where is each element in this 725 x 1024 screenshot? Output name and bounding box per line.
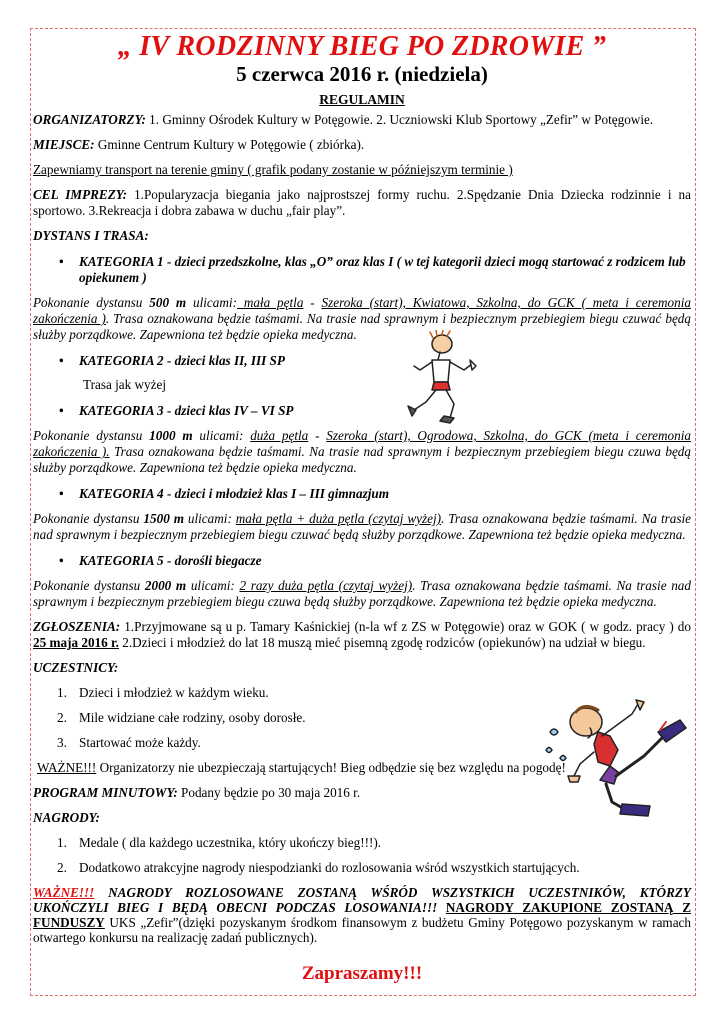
prizes-heading: NAGRODY:	[33, 810, 100, 825]
list-item: 2. Mile widziane całe rodziny, osoby dorosłe.	[57, 710, 306, 725]
list-item: 1. Dzieci i młodzież w każdym wieku.	[57, 685, 269, 700]
category-5-heading: • KATEGORIA 5 - dorośli biegacze	[59, 553, 262, 568]
category-4-heading: • KATEGORIA 4 - dzieci i młodzież klas I – III gimnazjum	[59, 486, 389, 501]
category-5-description: Pokonanie dystansu 2000 m ulicami: 2 razy duża pętla (czytaj wyżej). Trasa oznakowana będzie taśmami. Na trasie nad sprawnym i bezpiecznym przebiegiem biegu czuwa będą służby porządkowe. Zapewniona też będzie opieka medyczna.	[33, 578, 691, 609]
place-paragraph: MIEJSCE: Gminne Centrum Kultury w Potęgowie ( zbiórka).	[33, 137, 365, 152]
exhausted-runner-illustration	[540, 692, 700, 822]
category-2-note: Trasa jak wyżej	[83, 377, 167, 392]
runner-illustration	[402, 330, 492, 425]
regulamin-heading: REGULAMIN	[319, 92, 405, 107]
category-3-heading: • KATEGORIA 3 - dzieci klas IV – VI SP	[59, 403, 294, 418]
insurance-warning: WAŻNE!!! Organizatorzy nie ubezpieczają startujących! Bieg odbędzie się bez względu na pogodę!	[37, 760, 566, 775]
event-date: 5 czerwca 2016 r. (niedziela)	[236, 62, 488, 86]
distance-heading: DYSTANS I TRASA:	[33, 228, 149, 243]
category-4-description: Pokonanie dystansu 1500 m ulicami: mała pętla + duża pętla (czytaj wyżej). Trasa oznakowana będzie taśmami. Na trasie nad sprawnym i bezpiecznym przebiegiem biegu czuwać będą służby porządkowe. Zapewniona też będzie opieka medyczna.	[33, 511, 691, 542]
goals-paragraph: CEL IMPREZY: 1.Popularyzacja biegania jako najprostszej formy ruchu. 2.Spędzanie Dnia Dziecka rodzinnie i na sportowo. 3.Rekreacja i dobra zabawa w duchu „fair play”.	[33, 187, 691, 218]
organizers-paragraph: ORGANIZATORZY: 1. Gminny Ośrodek Kultury w Potęgowie. 2. Uczniowski Klub Sportowy „Zefir” w Potęgowie.	[33, 112, 654, 127]
category-1-heading: • KATEGORIA 1 - dzieci przedszkolne, klas „O” oraz klas I ( w tej kategorii dzieci mogą startować z rodzicem lub opiekunem )	[59, 254, 686, 285]
event-title: „ IV RODZINNY BIEG PO ZDROWIE ”	[117, 31, 607, 62]
participants-heading: UCZESTNICY:	[33, 660, 119, 675]
category-1-description: Pokonanie dystansu 500 m ulicami: mała pętla - Szeroka (start), Kwiatowa, Szkolna, do GCK ( meta i ceremonia zakończenia ). Trasa oznakowana będzie taśmami. Na trasie nad sprawnym i bezpiecznym przebiegiem biegu czuwać będą służby porządkowe. Zapewniona też będzie opieka medyczna.	[33, 295, 691, 342]
category-3-description: Pokonanie dystansu 1000 m ulicami: duża pętla - Szeroka (start), Ogrodowa, Szkolna, do GCK (meta i ceremonia zakończenia ). Trasa oznakowana będzie taśmami. Na trasie nad sprawnym i bezpiecznym przebiegiem biegu czuwa będą służby porządkowe. Zapewniona też będzie opieka medyczna.	[33, 428, 691, 475]
program-paragraph: PROGRAM MINUTOWY: Podany będzie po 30 maja 2016 r.	[33, 785, 361, 800]
prize-draw-note: WAŻNE!!! NAGRODY ROZLOSOWANE ZOSTANĄ WŚRÓD WSZYSTKICH UCZESTNIKÓW, KTÓRZY UKOŃCZYLI BIEG I BĘDĄ OBECNI PODCZAS LOSOWANIA!!! NAGRODY ZAKUPIONE ZOSTANĄ Z FUNDUSZY UKS „Zefir”(dzięki pozyskanym środkom finansowym z budżetu Gminy Potęgowo pozyskanym w ramach otwartego konkursu na realizację zadań publicznych).	[33, 885, 691, 945]
category-2-heading: • KATEGORIA 2 - dzieci klas II, III SP	[59, 353, 285, 368]
list-item: 3. Startować może każdy.	[57, 735, 201, 750]
list-item: 2. Dodatkowo atrakcyjne nagrody niespodzianki do rozlosowania wśród wszystkich startujących.	[57, 860, 580, 875]
transport-paragraph: Zapewniamy transport na terenie gminy ( grafik podany zostanie w późniejszym terminie )	[33, 162, 513, 177]
invitation-text: Zapraszamy!!!	[301, 963, 423, 984]
list-item: 1. Medale ( dla każdego uczestnika, który ukończy bieg!!!).	[57, 835, 382, 850]
document-page	[33, 30, 691, 985]
registration-paragraph: ZGŁOSZENIA: 1.Przyjmowane są u p. Tamary Kaśnickiej (n-la wf z ZS w Potęgowie) oraz w GOK ( w godz. pracy ) do 25 maja 2016 r. 2.Dzieci i młodzież do lat 18 muszą mieć pisemną zgodę rodziców (opiekunów) na udział w biegu.	[33, 619, 691, 650]
